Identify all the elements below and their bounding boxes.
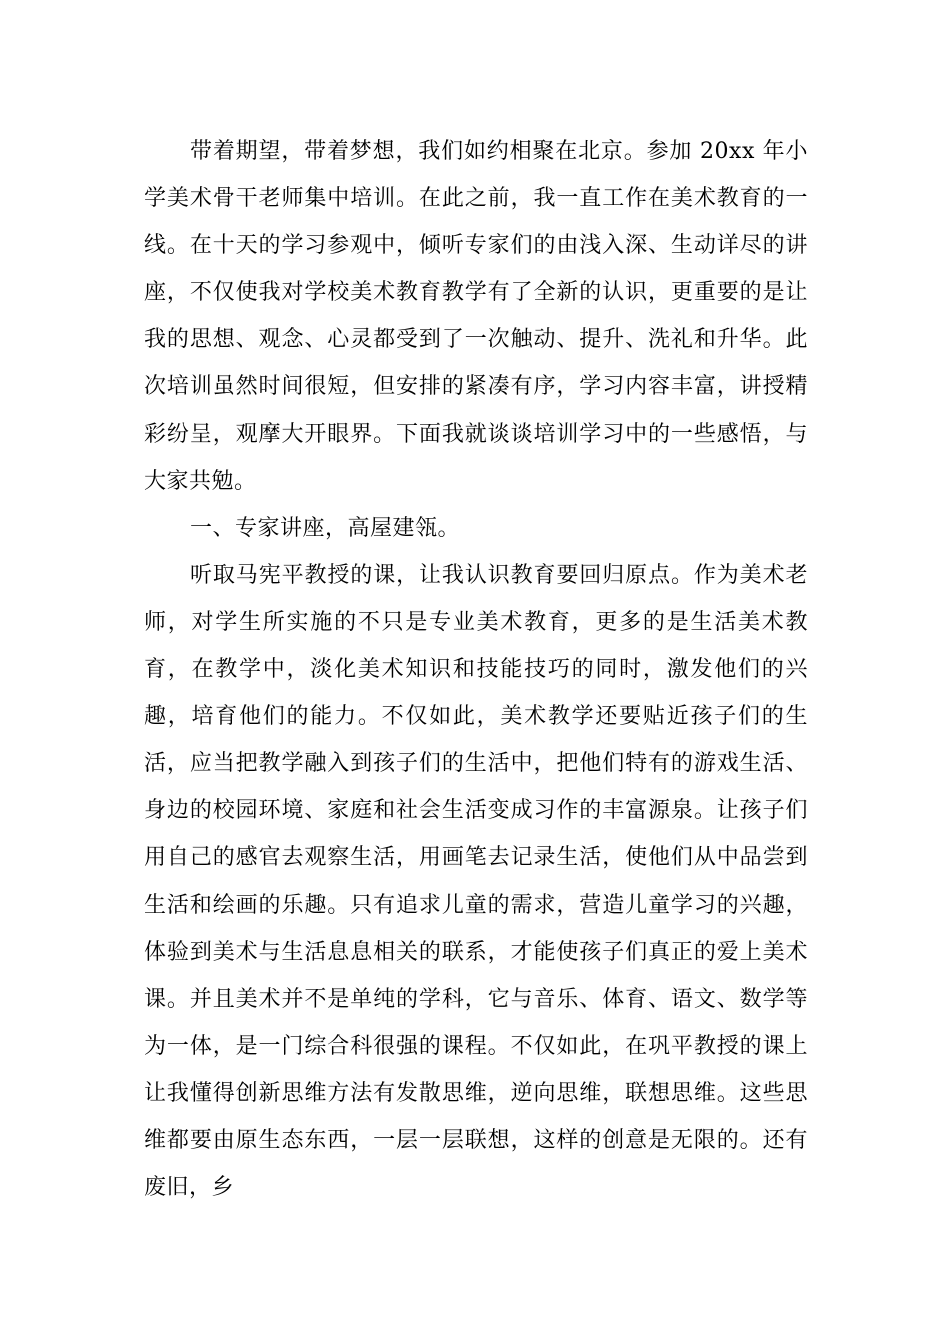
section-paragraph: 听取马宪平教授的课，让我认识教育要回归原点。作为美术老师，对学生所实施的不只是专业美术教育，更多的是生活美术教育，在教学中，淡化美术知识和技能技巧的同时，激发他们的兴趣，培育他们的能力。不仅如此，美术教学还要贴近孩子们的生活，应当把教学融入到孩子们的生活中，把他们特有的游戏生活、身边的校园环境、家庭和社会生活变成习作的丰富源泉。让孩子们用自己的感官去观察生活，用画笔去记录生活，使他们从中品尝到生活和绘画的乐趣。只有追求儿童的需求，营造儿童学习的兴趣，体验到美术与生活息息相关的联系，才能使孩子们真正的爱上美术课。并且美术并不是单纯的学科，它与音乐、体育、语文、数学等为一体，是一门综合科很强的课程。不仅如此，在巩平教授的课上让我懂得创新思维方法有发散思维，逆向思维，联想思维。这些思维都要由原生态东西，一层一层联想，这样的创意是无限的。还有废旧，乡 <box>144 562 808 1201</box>
intro-paragraph: 带着期望，带着梦想，我们如约相聚在北京。参加 20xx 年小学美术骨干老师集中培训。在此之前，我一直工作在美术教育的一线。在十天的学习参观中，倾听专家们的由浅入深、生动详尽的讲座，不仅使我对学校美术教育教学有了全新的认识，更重要的是让我的思想、观念、心灵都受到了一次触动、提升、洗礼和升华。此次培训虽然时间很短，但安排的紧凑有序，学习内容丰富，讲授精彩纷呈，观摩大开眼界。下面我就谈谈培训学习中的一些感悟，与大家共勉。 <box>144 139 808 494</box>
section-heading: 一、专家讲座，高屋建瓴。 <box>190 515 461 541</box>
document-body <box>144 128 808 1211</box>
